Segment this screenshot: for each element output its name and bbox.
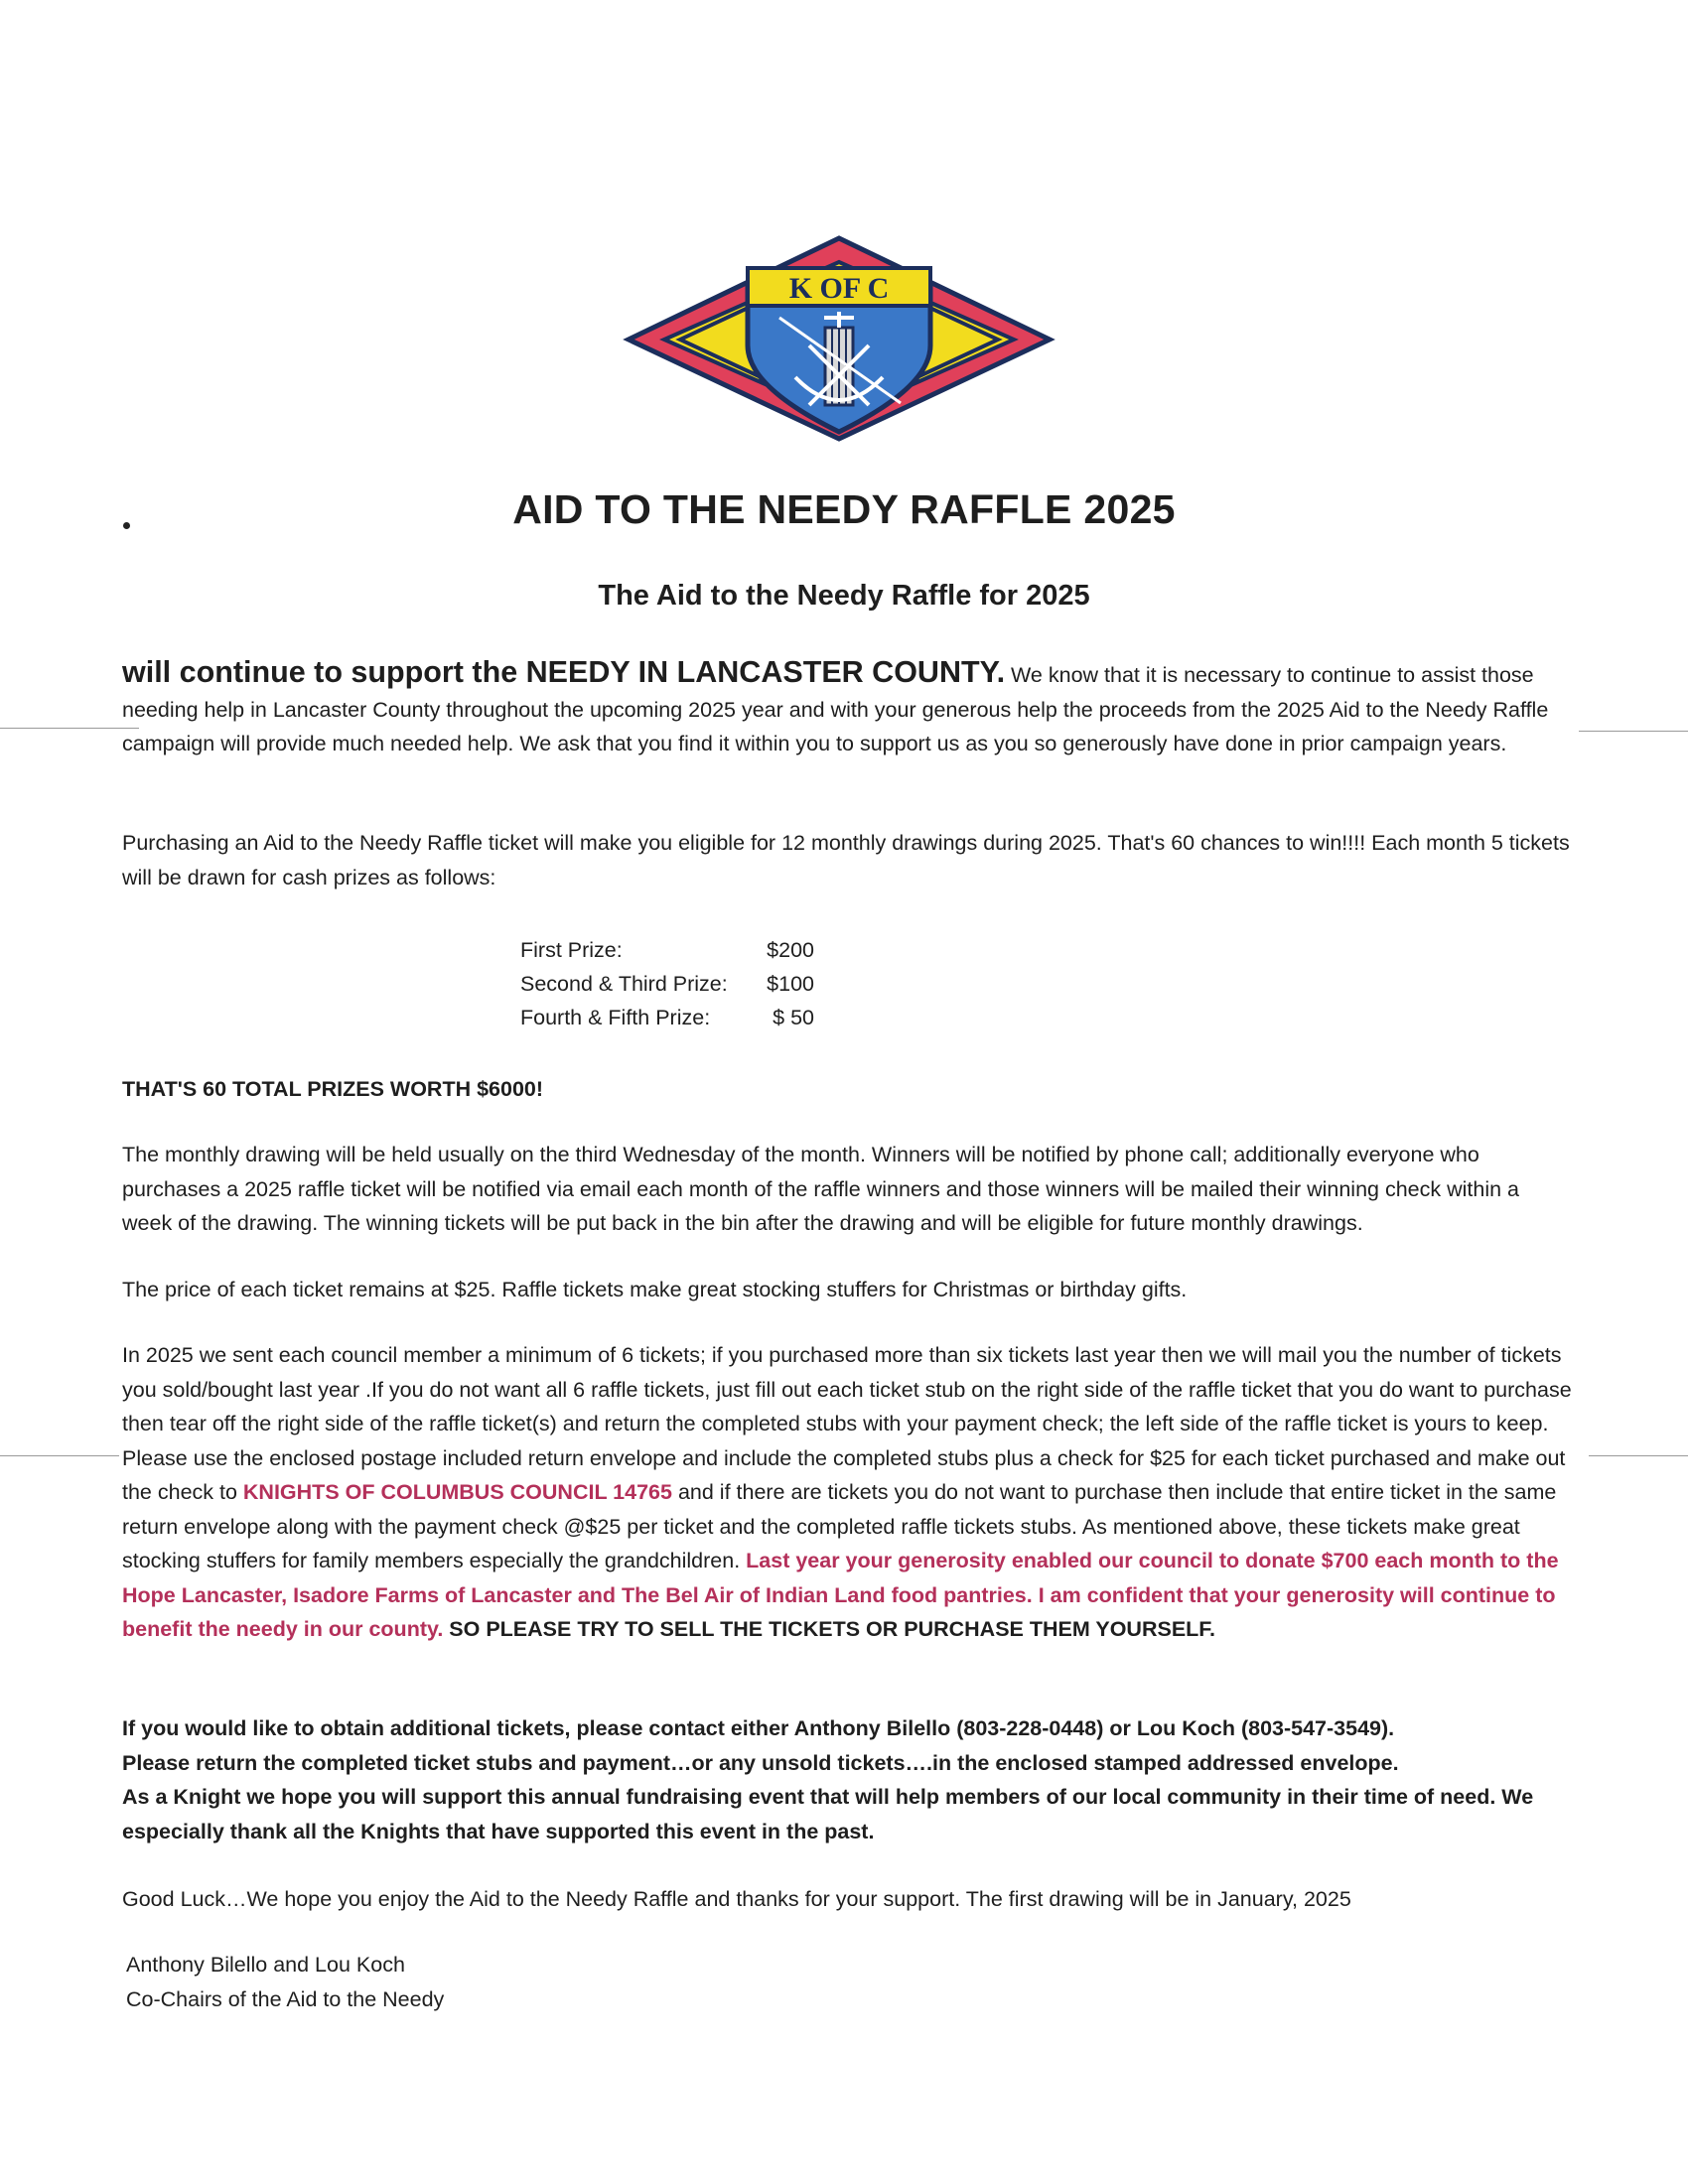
knights-of-columbus-emblem: [621, 228, 1057, 447]
prize-list: [520, 933, 814, 1034]
price-paragraph: The price of each ticket remains at $25. Raffle tickets make great stocking stuffers for Christmas or birthday gifts.: [122, 1278, 1188, 1301]
page-title: AID TO THE NEEDY RAFFLE 2025: [512, 486, 1176, 532]
prize-label: Second & Third Prize:: [520, 972, 728, 996]
payee-name: KNIGHTS OF COLUMBUS COUNCIL 14765: [242, 1480, 672, 1504]
prize-row: [520, 1001, 814, 1034]
good-luck-paragraph: Good Luck…We hope you enjoy the Aid to the Needy Raffle and thanks for your support. The first drawing will be in January, 2025: [122, 1887, 1351, 1911]
prize-label: Fourth & Fifth Prize:: [520, 1006, 711, 1029]
prize-label: First Prize:: [520, 938, 623, 962]
contact-paragraph: [122, 1711, 1572, 1848]
signature-names: Anthony Bilello and Lou Koch: [126, 1953, 405, 1977]
drawing-paragraph: The monthly drawing will be held usually on the third Wednesday of the month. Winners will be notified by phone call; additionally everyone who purchases a 2025 raffle ticket will be notified via email each month of the raffle winners and those winners will be mailed their winning check within a week of the drawing. The winning tickets will be put back in the bin after the drawing and will be eligible for future monthly drawings.: [122, 1143, 1520, 1235]
prize-amount: $100: [767, 972, 814, 996]
scan-artifact-line: [1589, 1455, 1688, 1456]
prize-amount: $200: [767, 938, 814, 962]
prize-row: [520, 967, 814, 1001]
prize-amount: $ 50: [773, 1006, 814, 1029]
total-prizes: THAT'S 60 TOTAL PRIZES WORTH $6000!: [122, 1077, 544, 1101]
instructions-part2: and if there are tickets you do not want to purchase then include that entire ticket in the same return envelope along with the payment check @$25 per ticket and the completed raffle tickets stubs. As mentioned above, these tickets make great stocking stuffers for family members especially the grandchildren.: [122, 1480, 1557, 1572]
instructions-part1: In 2025 we sent each council member a minimum of 6 tickets; if you purchased more than six tickets last year then we will mail you the number of tickets you sold/bought last year .If you do not want all 6 raffle tickets, just fill out each ticket stub on the right side of the raffle ticket that you do want to purchase then tear off the right side of the raffle ticket(s) and return the completed stubs with your payment check; the left side of the raffle ticket is yours to keep. Please use the enclosed postage included return envelope and include the completed stubs plus a check for $25 for each ticket purchased and make out the check to: [122, 1343, 1572, 1504]
scan-artifact-line: [0, 1455, 119, 1456]
intro-text: We know that it is necessary to continue to assist those needing help in Lancaster County throughout the upcoming 2025 year and with your generous help the proceeds from the 2025 Aid to the Needy Raffle campaign will provide much needed help. We ask that you find it within you to support us as you so generously have done in prior campaign years.: [122, 663, 1549, 755]
signature-role: Co-Chairs of the Aid to the Needy: [126, 1986, 445, 2011]
sell-tickets-appeal: SO PLEASE TRY TO SELL THE TICKETS OR PURCHASE THEM YOURSELF.: [443, 1617, 1216, 1641]
eligibility-paragraph: Purchasing an Aid to the Needy Raffle ticket will make you eligible for 12 monthly drawings during 2025. That's 60 chances to win!!!! Each month 5 tickets will be drawn for cash prizes as follows:: [122, 831, 1570, 889]
scan-artifact-line: [1579, 731, 1688, 732]
intro-lead: will continue to support the NEEDY IN LANCASTER COUNTY.: [122, 655, 1006, 689]
page-subtitle: The Aid to the Needy Raffle for 2025: [598, 580, 1090, 612]
intro-paragraph: [122, 655, 1572, 761]
donation-highlight: Last year your generosity enabled our council to donate $700 each month to the Hope Lancaster, Isadore Farms of Lancaster and The Bel Air of Indian Land food pantries. I am confident that your generosity will continue to benefit the needy in our county.: [122, 1549, 1559, 1641]
signature-block: [126, 1948, 444, 2016]
instructions-paragraph: [122, 1338, 1572, 1647]
contact-line: As a Knight we hope you will support this annual fundraising event that will help members of our local community in their time of need. We especially thank all the Knights that have supported this event in the past.: [122, 1785, 1534, 1843]
contact-line: Please return the completed ticket stubs and payment…or any unsold tickets….in the enclosed stamped addressed envelope.: [122, 1750, 1399, 1775]
contact-line: If you would like to obtain additional tickets, please contact either Anthony Bilello (803-228-0448) or Lou Koch (803-547-3549).: [122, 1716, 1395, 1740]
scan-artifact-line: [0, 728, 139, 729]
emblem-letters: K OF C: [788, 272, 890, 305]
prize-row: [520, 933, 814, 967]
